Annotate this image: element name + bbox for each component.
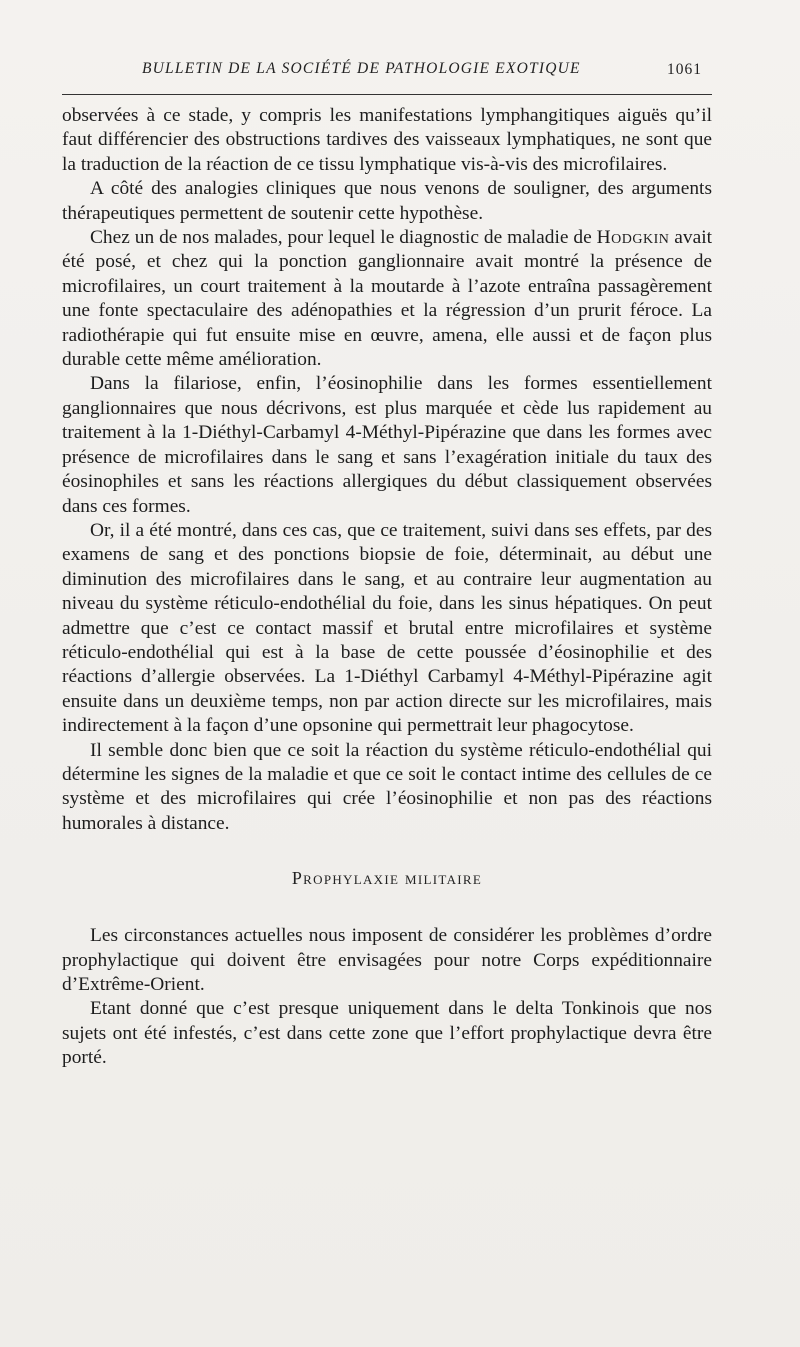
paragraph-eosinophilia: Dans la filariose, enfin, l’éosinophilie dans les formes essentiellement ganglionnaires que nous décrivons, est plus marquée et cède lus rapidement au traitement à la 1-Diéthyl-Carbamyl 4-Méthyl-Pipérazine que dans les formes avec présence de microfilaires dans le sang et sans l’exagération initiale du taux des éosinophiles et sans les réactions allergiques du début classiquement observées dans ces formes. (62, 373, 712, 517)
page-number: 1061 (667, 61, 702, 78)
running-header (62, 60, 712, 88)
paragraph-hodgkin-text-before: Chez un de nos malades, pour lequel le diagnostic de maladie de (90, 227, 597, 249)
paragraph-hodgkin-case (62, 226, 712, 372)
section-title: Prophylaxie militaire (291, 868, 483, 889)
paragraph-therapeutic-arguments: A côté des analogies cliniques que nous venons de souligner, des arguments thérapeutiques permettent de soutenir cette hypothèse. (62, 178, 712, 224)
journal-title: BULLETIN DE LA SOCIÉTÉ DE PATHOLOGIE EXOTIQUE (142, 60, 581, 77)
paragraph-hodgkin-text-after: avait été posé, et chez qui la ponction ganglionnaire avait montré la présence de microfilaires, un court traitement à la moutarde à l’azote entraîna passagèrement une fonte spectaculaire des adénopathies et la régression d’un prurit féroce. La radiothérapie qui fut ensuite mise en œuvre, amena, elle aussi et de façon plus durable cette même amélioration. (62, 227, 712, 371)
body-text (62, 104, 712, 1071)
paragraph-lymphatic-reaction: observées à ce stade, y compris les manifestations lymphangitiques aiguës qu’il faut différencier des obstructions tardives des vaisseaux lymphatiques, ne sont que la traduction de la réaction de ce tissu lymphatique vis-à-vis des microfilaires. (62, 105, 712, 175)
header-rule (62, 94, 712, 95)
paragraph-conclusion: Il semble donc bien que ce soit la réaction du système réticulo-endothélial qui détermine les signes de la maladie et que ce soit le contact intime des cellules de ce système et des microfilaires qui crée l’éosinophilie et non pas des réactions humorales à distance. (62, 739, 712, 834)
paragraph-treatment-effects: Or, il a été montré, dans ces cas, que ce traitement, suivi dans ses effets, par des examens de sang et des ponctions biopsie de foie, déterminait, au début une diminution des microfilaires dans le sang, et au contraire leur augmentation au niveau du système réticulo-endothélial du foie, dans les sinus hépatiques. On peut admettre que c’est ce contact massif et brutal entre microfilaires et système réticulo-endothélial qui est à la base de cette poussée d’éosinophilie et des réactions d’allergie observées. La 1-Diéthyl Carbamyl 4-Méthyl-Pipérazine agit ensuite dans un deuxième temps, non par action directe sur les microfilaires, mais indirectement à la façon d’une opsonine qui permettrait leur phagocytose. (62, 519, 712, 737)
paragraph-prophylaxis-zone: Etant donné que c’est presque uniquement dans le delta Tonkinois que nos sujets ont été infestés, c’est dans cette zone que l’effort prophylactique devra être porté. (62, 998, 712, 1069)
paragraph-prophylaxis-context: Les circonstances actuelles nous imposent de considérer les problèmes d’ordre prophylactique qui doivent être envisagées pour notre Corps expéditionnaire d’Extrême-Orient. (62, 925, 712, 995)
hodgkin-name: Hodgkin (596, 227, 670, 249)
